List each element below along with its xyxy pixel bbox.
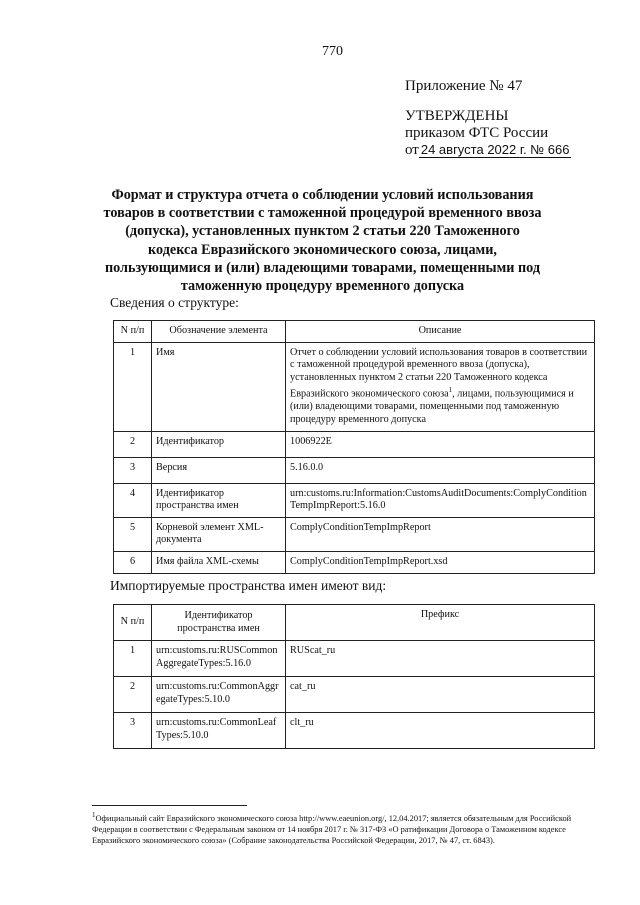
footnote-text: Официальный сайт Евразийского экономического союза http://www.eaeunion.org/, 12.04.2017; является обязательным для Российской Федерации в соответствии с Федеральным законом от 14 ноября 2017 г. № 317-ФЗ «О ратификации Договора о Таможенном кодексе Евразийского экономического союза» (Собрание законодательства Российской Федерации, 2017, № 47, ст. 6843). [92, 813, 572, 845]
namespaces-caption: Импортируемые пространства имен имеют вид: [110, 578, 387, 593]
header-cell: Идентификатор пространства имен [152, 605, 286, 641]
element-description: ComplyConditionTempImpReport [286, 517, 595, 551]
page-number: 770 [322, 44, 343, 59]
header-cell: Описание [286, 321, 595, 343]
table-header-row [114, 605, 595, 641]
description-text: Отчет о соблюдении условий использования товаров в соответствии с таможенной процедурой временного ввоза (допуска), установленных пунктом 2 статьи 220 Таможенного кодекса Евразийского экономического союза [290, 346, 588, 400]
element-name: Имя файла XML-схемы [152, 551, 286, 573]
row-number: 1 [114, 641, 152, 677]
table-row [114, 677, 595, 713]
row-number: 2 [114, 431, 152, 457]
document-title: Формат и структура отчета о соблюдении условий использования товаров в соответствии с таможенной процедурой временного ввоза (допуска), установленных пунктом 2 статьи 220 Таможенного кодекса Евразийского экономического союза, лицами, пользующимися и (или) владеющими товарами, помещенными под таможенную процедуру временного допуска [103, 187, 542, 295]
header-cell: N п/п [114, 605, 152, 641]
element-description: 5.16.0.0 [286, 457, 595, 483]
element-description: ComplyConditionTempImpReport.xsd [286, 551, 595, 573]
table-row [114, 483, 595, 517]
date-prefix: от [405, 142, 419, 158]
structure-caption: Сведения о структуре: [110, 295, 239, 310]
row-number: 4 [114, 483, 152, 517]
namespace-prefix: clt_ru [286, 713, 595, 749]
structure-table [113, 320, 595, 574]
order-date-line [405, 142, 571, 159]
handwritten-date: 24 августа 2022 г. № 666 [420, 142, 570, 157]
row-number: 5 [114, 517, 152, 551]
table-row [114, 431, 595, 457]
element-name: Идентификатор пространства имен [152, 483, 286, 517]
namespace-prefix: RUScat_ru [286, 641, 595, 677]
header-cell: Префикс [286, 605, 595, 641]
element-name: Идентификатор [152, 431, 286, 457]
appendix-label: Приложение № 47 [405, 78, 523, 94]
table-row [114, 342, 595, 431]
table-header-row [114, 321, 595, 343]
row-number: 1 [114, 342, 152, 431]
footnote-divider [92, 805, 247, 806]
order-label: приказом ФТС России [405, 125, 549, 141]
description-tail: , лицами, пользующимися и (или) владеющими товарами, помещенными под таможенную процедуру временного допуска [290, 388, 574, 425]
table-row [114, 457, 595, 483]
table-row [114, 713, 595, 749]
element-name: Версия [152, 457, 286, 483]
header-cell: N п/п [114, 321, 152, 343]
element-description: urn:customs.ru:Information:CustomsAuditDocuments:ComplyConditionTempImpReport:5.16.0 [286, 483, 595, 517]
namespace-prefix: cat_ru [286, 677, 595, 713]
namespace-id: urn:customs.ru:RUSCommonAggregateTypes:5.16.0 [152, 641, 286, 677]
element-description [286, 342, 595, 431]
footnote-ref: 1 [448, 386, 453, 395]
namespace-id: urn:customs.ru:CommonLeafTypes:5.10.0 [152, 713, 286, 749]
table-row [114, 517, 595, 551]
table-row [114, 551, 595, 573]
footnote [92, 810, 612, 846]
row-number: 3 [114, 713, 152, 749]
element-name: Корневой элемент XML-документа [152, 517, 286, 551]
namespace-id: urn:customs.ru:CommonAggregateTypes:5.10.0 [152, 677, 286, 713]
approved-label: УТВЕРЖДЕНЫ [405, 108, 509, 124]
row-number: 2 [114, 677, 152, 713]
header-cell: Обозначение элемента [152, 321, 286, 343]
footnote-mark: 1 [92, 811, 96, 819]
row-number: 3 [114, 457, 152, 483]
element-description: 1006922E [286, 431, 595, 457]
row-number: 6 [114, 551, 152, 573]
namespaces-table [113, 604, 595, 749]
element-name: Имя [152, 342, 286, 431]
table-row [114, 641, 595, 677]
